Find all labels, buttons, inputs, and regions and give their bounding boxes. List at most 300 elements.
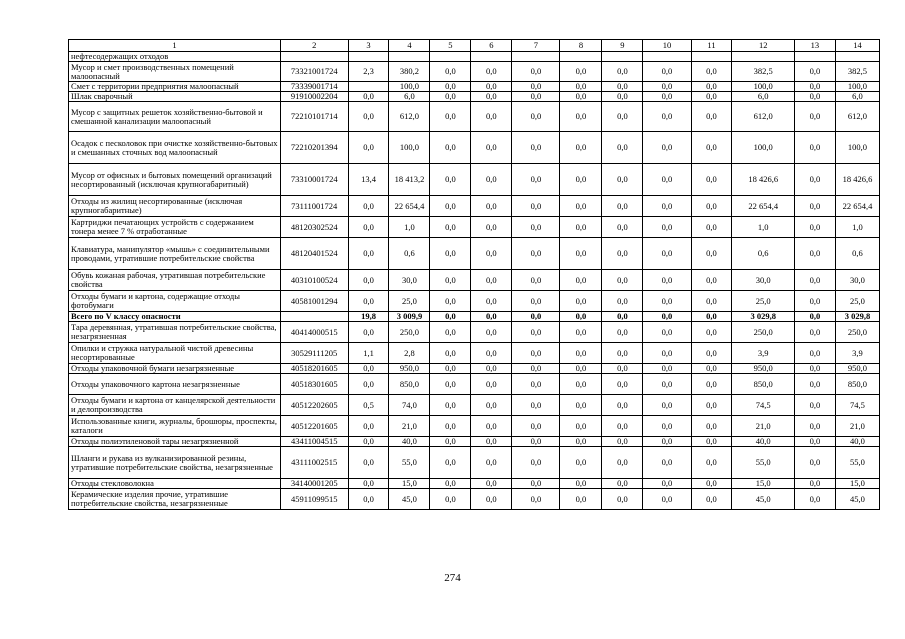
value-cell: 100,0 [732,82,794,92]
value-cell: 0,0 [794,62,835,82]
value-cell: 0,0 [560,312,602,322]
value-cell: 0,0 [602,479,643,489]
waste-name-cell: Обувь кожаная рабочая, утратившая потребительские свойства [69,270,281,291]
waste-name-cell: Отходы упаковочного картона незагрязненные [69,374,281,395]
value-cell: 25,0 [732,291,794,312]
value-cell: 0,0 [348,217,389,238]
table-row [69,479,880,489]
value-cell: 950,0 [835,364,879,374]
table-row [69,270,880,291]
value-cell: 0,0 [512,479,560,489]
column-header: 2 [280,40,348,52]
value-cell: 6,0 [389,92,430,102]
value-cell [348,52,389,62]
value-cell: 0,0 [512,217,560,238]
value-cell: 0,0 [560,217,602,238]
value-cell: 0,0 [691,322,732,343]
value-cell: 0,0 [348,479,389,489]
fkko-code-cell: 40310100524 [280,270,348,291]
value-cell: 0,0 [348,291,389,312]
value-cell [560,52,602,62]
value-cell: 0,0 [471,489,512,510]
value-cell [471,52,512,62]
value-cell: 0,0 [430,322,471,343]
waste-name-cell: Осадок с песколовок при очистке хозяйственно-бытовых и смешанных сточных вод малоопасный [69,132,281,164]
value-cell: 0,0 [691,270,732,291]
value-cell: 25,0 [389,291,430,312]
value-cell: 0,0 [430,447,471,479]
value-cell: 45,0 [732,489,794,510]
value-cell: 0,0 [430,343,471,364]
value-cell: 100,0 [389,132,430,164]
value-cell: 0,0 [794,489,835,510]
value-cell: 0,0 [691,374,732,395]
value-cell: 0,0 [560,322,602,343]
value-cell: 25,0 [835,291,879,312]
value-cell: 3,9 [732,343,794,364]
value-cell: 0,0 [471,92,512,102]
value-cell: 0,0 [512,437,560,447]
table-row [69,82,880,92]
value-cell: 0,0 [643,238,691,270]
value-cell: 0,0 [691,164,732,196]
table-body [69,52,880,510]
value-cell: 100,0 [835,82,879,92]
fkko-code-cell: 34140001205 [280,479,348,489]
value-cell: 0,0 [471,416,512,437]
value-cell: 0,6 [389,238,430,270]
value-cell: 0,0 [471,343,512,364]
value-cell: 0,0 [794,196,835,217]
table-row [69,62,880,82]
table-row [69,164,880,196]
value-cell: 0,0 [512,164,560,196]
value-cell: 0,0 [430,374,471,395]
table-row [69,395,880,416]
value-cell: 0,0 [794,312,835,322]
waste-name-cell: Керамические изделия прочие, утратившие потребительские свойства, незагрязненные [69,489,281,510]
value-cell [348,82,389,92]
value-cell: 1,1 [348,343,389,364]
value-cell: 0,0 [471,196,512,217]
value-cell: 0,0 [602,312,643,322]
value-cell: 0,0 [430,395,471,416]
value-cell: 0,0 [794,364,835,374]
value-cell: 19,8 [348,312,389,322]
value-cell: 0,0 [794,437,835,447]
value-cell: 0,0 [471,479,512,489]
fkko-code-cell: 91910002204 [280,92,348,102]
column-header: 5 [430,40,471,52]
value-cell: 18 426,6 [835,164,879,196]
value-cell: 0,0 [471,374,512,395]
value-cell: 0,0 [430,82,471,92]
value-cell: 0,0 [794,132,835,164]
table-row [69,364,880,374]
waste-name-cell: Мусор с защитных решеток хозяйственно-бытовой и смешанной канализации малоопасный [69,102,281,132]
value-cell: 0,0 [643,62,691,82]
waste-name-cell: Отходы упаковочной бумаги незагрязненные [69,364,281,374]
value-cell: 0,0 [794,416,835,437]
column-header: 13 [794,40,835,52]
value-cell: 0,0 [560,92,602,102]
column-header: 9 [602,40,643,52]
value-cell: 2,3 [348,62,389,82]
value-cell: 0,0 [794,479,835,489]
value-cell: 0,0 [430,479,471,489]
value-cell: 0,0 [471,395,512,416]
value-cell: 0,0 [348,132,389,164]
value-cell: 6,0 [835,92,879,102]
value-cell: 0,0 [430,102,471,132]
value-cell: 0,6 [835,238,879,270]
waste-name-cell: Отходы бумаги и картона, содержащие отходы фотобумаги [69,291,281,312]
value-cell: 0,0 [560,270,602,291]
value-cell: 0,0 [643,196,691,217]
column-header: 11 [691,40,732,52]
value-cell: 0,0 [794,82,835,92]
value-cell: 950,0 [732,364,794,374]
value-cell: 45,0 [835,489,879,510]
value-cell: 0,0 [691,395,732,416]
table-row [69,291,880,312]
value-cell: 1,0 [835,217,879,238]
value-cell: 0,0 [643,489,691,510]
value-cell: 0,0 [430,416,471,437]
waste-name-cell: Опилки и стружка натуральной чистой древесины несортированные [69,343,281,364]
value-cell: 3,9 [835,343,879,364]
value-cell: 0,0 [602,395,643,416]
fkko-code-cell: 72210201394 [280,132,348,164]
column-header: 6 [471,40,512,52]
waste-name-cell: Отходы бумаги и картона от канцелярской деятельности и делопроизводства [69,395,281,416]
value-cell: 0,0 [471,217,512,238]
value-cell: 15,0 [732,479,794,489]
table-row [69,489,880,510]
value-cell: 0,0 [560,164,602,196]
value-cell: 6,0 [732,92,794,102]
fkko-code-cell: 40512202605 [280,395,348,416]
value-cell: 0,0 [794,447,835,479]
waste-name-cell: Мусор и смет производственных помещений малоопасный [69,62,281,82]
value-cell: 0,0 [602,164,643,196]
value-cell: 0,0 [348,322,389,343]
value-cell: 0,0 [348,437,389,447]
value-cell: 0,0 [430,312,471,322]
value-cell: 0,0 [430,217,471,238]
table-row [69,217,880,238]
waste-name-cell: Всего по V классу опасности [69,312,281,322]
waste-name-cell: Отходы полиэтиленовой тары незагрязненной [69,437,281,447]
value-cell [835,52,879,62]
page-number: 274 [444,572,461,584]
fkko-code-cell: 43111002515 [280,447,348,479]
table-header-row [69,40,880,52]
value-cell: 0,0 [794,164,835,196]
value-cell: 0,0 [794,322,835,343]
value-cell: 0,0 [643,102,691,132]
fkko-code-cell: 40518301605 [280,374,348,395]
value-cell: 0,0 [512,374,560,395]
value-cell [643,52,691,62]
value-cell: 0,0 [348,270,389,291]
fkko-code-cell: 40581001294 [280,291,348,312]
value-cell: 0,0 [560,102,602,132]
value-cell: 55,0 [732,447,794,479]
value-cell: 0,0 [794,270,835,291]
value-cell: 0,0 [691,447,732,479]
value-cell: 15,0 [389,479,430,489]
value-cell: 0,0 [602,196,643,217]
value-cell: 3 029,8 [835,312,879,322]
value-cell: 0,0 [691,364,732,374]
value-cell: 74,5 [732,395,794,416]
column-header: 8 [560,40,602,52]
table-row [69,343,880,364]
value-cell: 0,0 [691,102,732,132]
value-cell: 55,0 [389,447,430,479]
value-cell: 950,0 [389,364,430,374]
value-cell: 0,0 [643,132,691,164]
value-cell: 0,0 [691,312,732,322]
value-cell: 1,0 [389,217,430,238]
value-cell: 1,0 [732,217,794,238]
value-cell: 0,0 [512,102,560,132]
table-row [69,374,880,395]
fkko-code-cell: 73339001714 [280,82,348,92]
value-cell: 0,0 [560,416,602,437]
value-cell: 0,0 [512,312,560,322]
table-row [69,238,880,270]
value-cell: 0,0 [643,322,691,343]
value-cell: 74,0 [389,395,430,416]
value-cell: 0,0 [512,364,560,374]
value-cell: 0,0 [691,291,732,312]
value-cell: 0,0 [691,437,732,447]
value-cell: 0,0 [471,270,512,291]
value-cell: 0,0 [691,82,732,92]
value-cell: 850,0 [389,374,430,395]
value-cell: 0,0 [560,291,602,312]
value-cell: 0,0 [471,164,512,196]
value-cell: 0,0 [430,132,471,164]
value-cell: 0,0 [643,312,691,322]
value-cell: 30,0 [732,270,794,291]
value-cell: 382,5 [732,62,794,82]
value-cell: 22 654,4 [389,196,430,217]
value-cell: 0,0 [512,270,560,291]
value-cell: 0,0 [560,364,602,374]
column-header: 1 [69,40,281,52]
value-cell: 0,0 [471,102,512,132]
value-cell [794,52,835,62]
value-cell: 0,0 [348,196,389,217]
value-cell: 0,0 [643,343,691,364]
value-cell: 0,0 [691,132,732,164]
value-cell [389,52,430,62]
value-cell: 100,0 [835,132,879,164]
value-cell: 0,0 [512,238,560,270]
value-cell: 0,0 [430,196,471,217]
value-cell: 0,0 [471,312,512,322]
value-cell: 250,0 [732,322,794,343]
value-cell: 22 654,4 [835,196,879,217]
column-header: 12 [732,40,794,52]
fkko-code-cell [280,312,348,322]
value-cell: 0,0 [691,238,732,270]
value-cell: 0,0 [560,196,602,217]
table-row [69,92,880,102]
value-cell: 0,0 [512,489,560,510]
value-cell: 74,5 [835,395,879,416]
value-cell: 2,8 [389,343,430,364]
value-cell: 0,0 [602,270,643,291]
value-cell: 100,0 [389,82,430,92]
value-cell: 0,0 [471,437,512,447]
waste-name-cell: Тара деревянная, утратившая потребительские свойства, незагрязненная [69,322,281,343]
value-cell: 0,0 [471,62,512,82]
value-cell: 250,0 [389,322,430,343]
waste-name-cell: Использованные книги, журналы, брошюры, проспекты, каталоги [69,416,281,437]
value-cell: 0,0 [348,374,389,395]
value-cell: 0,0 [794,291,835,312]
table-row [69,52,880,62]
value-cell [691,52,732,62]
value-cell: 0,0 [643,164,691,196]
value-cell: 0,0 [348,447,389,479]
value-cell: 0,0 [602,238,643,270]
value-cell: 0,0 [560,447,602,479]
value-cell: 0,0 [794,92,835,102]
waste-name-cell: нефтесодержащих отходов [69,52,281,62]
column-header: 10 [643,40,691,52]
value-cell: 0,0 [643,270,691,291]
value-cell: 0,0 [430,489,471,510]
column-header: 7 [512,40,560,52]
value-cell: 0,0 [794,374,835,395]
value-cell: 18 413,2 [389,164,430,196]
value-cell [602,52,643,62]
value-cell: 0,0 [430,238,471,270]
value-cell: 0,0 [602,102,643,132]
table-row [69,437,880,447]
value-cell: 0,0 [691,196,732,217]
value-cell: 0,0 [691,343,732,364]
value-cell: 0,0 [560,479,602,489]
value-cell: 850,0 [732,374,794,395]
value-cell: 13,4 [348,164,389,196]
fkko-code-cell [280,52,348,62]
fkko-code-cell: 73321001724 [280,62,348,82]
value-cell: 22 654,4 [732,196,794,217]
value-cell: 30,0 [389,270,430,291]
value-cell: 0,0 [602,132,643,164]
value-cell: 0,0 [602,447,643,479]
fkko-code-cell: 73111001724 [280,196,348,217]
value-cell: 382,5 [835,62,879,82]
value-cell: 30,0 [835,270,879,291]
value-cell: 0,0 [348,416,389,437]
waste-table [68,39,880,510]
fkko-code-cell: 30529111205 [280,343,348,364]
value-cell [512,52,560,62]
value-cell: 55,0 [835,447,879,479]
value-cell: 0,0 [512,196,560,217]
table-row [69,447,880,479]
value-cell: 0,0 [643,291,691,312]
table-row [69,132,880,164]
total-row [69,312,880,322]
fkko-code-cell: 73310001724 [280,164,348,196]
table-row [69,102,880,132]
value-cell: 0,0 [643,217,691,238]
value-cell: 0,0 [512,291,560,312]
table-row [69,322,880,343]
value-cell: 21,0 [835,416,879,437]
fkko-code-cell: 40518201605 [280,364,348,374]
value-cell: 0,0 [602,217,643,238]
fkko-code-cell: 43411004515 [280,437,348,447]
value-cell: 0,0 [471,364,512,374]
waste-name-cell: Шланги и рукава из вулканизированной резины, утратившие потребительские свойства, незагрязненные [69,447,281,479]
column-header: 4 [389,40,430,52]
column-header: 14 [835,40,879,52]
value-cell: 3 029,8 [732,312,794,322]
value-cell: 0,0 [643,395,691,416]
value-cell: 0,0 [512,132,560,164]
value-cell: 0,0 [794,238,835,270]
fkko-code-cell: 40512201605 [280,416,348,437]
value-cell: 0,0 [794,217,835,238]
value-cell: 0,0 [560,489,602,510]
waste-name-cell: Мусор от офисных и бытовых помещений организаций несортированный (исключая крупногабаритный) [69,164,281,196]
value-cell: 0,0 [794,102,835,132]
value-cell: 21,0 [389,416,430,437]
value-cell: 0,0 [602,62,643,82]
value-cell: 0,0 [560,238,602,270]
waste-name-cell: Шлак сварочный [69,92,281,102]
value-cell [732,52,794,62]
value-cell: 3 009,9 [389,312,430,322]
value-cell: 850,0 [835,374,879,395]
value-cell: 380,2 [389,62,430,82]
value-cell: 0,0 [691,92,732,102]
value-cell: 0,0 [560,132,602,164]
value-cell: 0,0 [602,374,643,395]
value-cell: 0,0 [348,364,389,374]
waste-name-cell: Отходы из жилищ несортированные (исключая крупногабаритные) [69,196,281,217]
fkko-code-cell: 48120302524 [280,217,348,238]
value-cell: 0,0 [348,489,389,510]
value-cell: 0,0 [560,374,602,395]
waste-name-cell: Клавиатура, манипулятор «мышь» с соединительными проводами, утратившие потребительские свойства [69,238,281,270]
value-cell: 0,0 [560,343,602,364]
value-cell: 0,0 [602,92,643,102]
value-cell: 0,0 [560,82,602,92]
value-cell: 0,0 [471,322,512,343]
table-row [69,416,880,437]
table-row [69,196,880,217]
value-cell: 0,0 [691,479,732,489]
value-cell: 15,0 [835,479,879,489]
value-cell: 40,0 [732,437,794,447]
fkko-code-cell: 45911099515 [280,489,348,510]
value-cell: 0,0 [602,489,643,510]
value-cell: 0,0 [643,364,691,374]
value-cell: 0,0 [471,447,512,479]
value-cell: 0,0 [691,489,732,510]
value-cell: 0,0 [430,364,471,374]
